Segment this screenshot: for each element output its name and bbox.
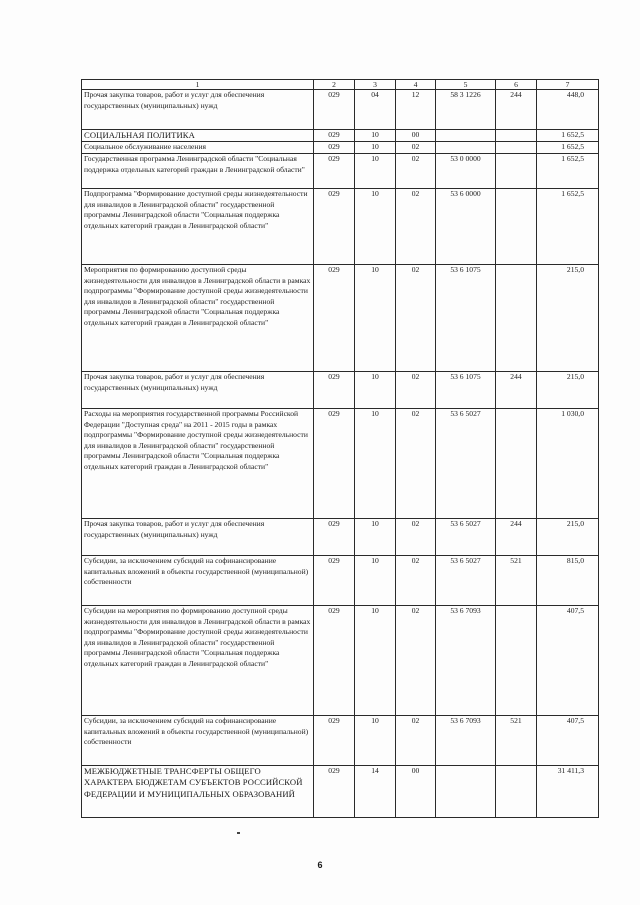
column-number: 6 xyxy=(496,80,537,90)
row-section: 10 xyxy=(355,154,396,189)
column-number: 5 xyxy=(436,80,496,90)
row-subsection: 00 xyxy=(396,130,436,142)
row-code: 029 xyxy=(314,265,355,372)
column-number: 4 xyxy=(396,80,436,90)
row-description: Прочая закупка товаров, работ и услуг для обеспечения государственных (муниципальных) нужд xyxy=(82,519,314,556)
row-description: Государственная программа Ленинградской области "Социальная поддержка отдельных категорий граждан в Ленинградской области" xyxy=(82,154,314,189)
row-target-article: 53 6 0000 xyxy=(436,189,496,265)
row-code: 029 xyxy=(314,189,355,265)
row-expense-type xyxy=(496,766,537,818)
row-expense-type xyxy=(496,265,537,372)
row-subsection: 02 xyxy=(396,716,436,766)
row-code: 029 xyxy=(314,90,355,130)
row-code: 029 xyxy=(314,766,355,818)
row-expense-type: 244 xyxy=(496,90,537,130)
row-target-article: 53 6 5027 xyxy=(436,519,496,556)
row-subsection: 02 xyxy=(396,409,436,519)
row-target-article xyxy=(436,766,496,818)
row-description: Субсидии, за исключением субсидий на софинансирование капитальных вложений в объекты государственной (муниципальной) собственности xyxy=(82,716,314,766)
row-amount: 31 411,3 xyxy=(537,766,599,818)
row-subsection: 02 xyxy=(396,519,436,556)
row-amount: 407,5 xyxy=(537,606,599,716)
row-section: 10 xyxy=(355,265,396,372)
row-amount: 215,0 xyxy=(537,372,599,409)
row-expense-type xyxy=(496,130,537,142)
row-amount: 1 652,5 xyxy=(537,189,599,265)
row-amount: 815,0 xyxy=(537,556,599,606)
row-subsection: 02 xyxy=(396,265,436,372)
row-section: 10 xyxy=(355,606,396,716)
row-subsection: 02 xyxy=(396,372,436,409)
row-expense-type xyxy=(496,409,537,519)
row-target-article: 53 6 1075 xyxy=(436,372,496,409)
row-target-article: 58 3 1226 xyxy=(436,90,496,130)
row-code: 029 xyxy=(314,556,355,606)
column-number-row xyxy=(82,80,599,90)
table-row xyxy=(82,130,599,142)
row-subsection: 02 xyxy=(396,606,436,716)
row-description: СОЦИАЛЬНАЯ ПОЛИТИКА xyxy=(82,130,314,142)
row-amount: 407,5 xyxy=(537,716,599,766)
row-expense-type: 244 xyxy=(496,372,537,409)
row-expense-type: 244 xyxy=(496,519,537,556)
row-description: Прочая закупка товаров, работ и услуг для обеспечения государственных (муниципальных) нужд xyxy=(82,372,314,409)
row-target-article: 53 0 0000 xyxy=(436,154,496,189)
row-subsection: 02 xyxy=(396,154,436,189)
row-section: 10 xyxy=(355,409,396,519)
row-target-article xyxy=(436,142,496,154)
table-row xyxy=(82,189,599,265)
row-target-article xyxy=(436,130,496,142)
table-row xyxy=(82,409,599,519)
page-number: 6 xyxy=(317,860,323,870)
row-target-article: 53 6 5027 xyxy=(436,556,496,606)
table-row xyxy=(82,90,599,130)
row-subsection: 02 xyxy=(396,142,436,154)
table-row xyxy=(82,265,599,372)
row-code: 029 xyxy=(314,716,355,766)
row-amount: 215,0 xyxy=(537,519,599,556)
column-number: 1 xyxy=(82,80,314,90)
row-amount: 1 652,5 xyxy=(537,130,599,142)
row-description: Субсидии, за исключением субсидий на софинансирование капитальных вложений в объекты государственной (муниципальной) собственности xyxy=(82,556,314,606)
row-description: Мероприятия по формированию доступной среды жизнедеятельности для инвалидов в Ленинградской области в рамках подпрограммы "Формирование доступной среды жизнедеятельности для инвалидов в Ленинградской области" государственной программы Ленинградской области "Социальная поддержка отдельных категорий граждан в Ленинградской области" xyxy=(82,265,314,372)
table-row xyxy=(82,716,599,766)
row-section: 14 xyxy=(355,766,396,818)
row-expense-type xyxy=(496,189,537,265)
row-subsection: 02 xyxy=(396,189,436,265)
row-target-article: 53 6 5027 xyxy=(436,409,496,519)
row-code: 029 xyxy=(314,606,355,716)
row-code: 029 xyxy=(314,372,355,409)
table-row xyxy=(82,154,599,189)
row-subsection: 12 xyxy=(396,90,436,130)
row-amount: 448,0 xyxy=(537,90,599,130)
row-expense-type xyxy=(496,142,537,154)
column-number: 7 xyxy=(537,80,599,90)
table-row xyxy=(82,766,599,818)
row-description: Подпрограмма "Формирование доступной среды жизнедеятельности для инвалидов в Ленинградской области" государственной программы Ленинградской области "Социальная поддержка отдельных категорий граждан в Ленинградской области" xyxy=(82,189,314,265)
row-amount: 1 030,0 xyxy=(537,409,599,519)
row-expense-type: 521 xyxy=(496,556,537,606)
row-section: 10 xyxy=(355,556,396,606)
row-subsection: 00 xyxy=(396,766,436,818)
row-target-article: 53 6 1075 xyxy=(436,265,496,372)
row-code: 029 xyxy=(314,154,355,189)
row-amount: 1 652,5 xyxy=(537,142,599,154)
row-description: Социальное обслуживание населения xyxy=(82,142,314,154)
budget-table xyxy=(81,79,599,818)
row-section: 04 xyxy=(355,90,396,130)
row-section: 10 xyxy=(355,372,396,409)
row-target-article: 53 6 7093 xyxy=(436,716,496,766)
column-number: 2 xyxy=(314,80,355,90)
row-amount: 1 652,5 xyxy=(537,154,599,189)
row-expense-type xyxy=(496,154,537,189)
row-section: 10 xyxy=(355,130,396,142)
table-row xyxy=(82,372,599,409)
table-row xyxy=(82,142,599,154)
column-number: 3 xyxy=(355,80,396,90)
row-code: 029 xyxy=(314,142,355,154)
row-amount: 215,0 xyxy=(537,265,599,372)
row-code: 029 xyxy=(314,409,355,519)
row-description: Прочая закупка товаров, работ и услуг для обеспечения государственных (муниципальных) нужд xyxy=(82,90,314,130)
row-target-article: 53 6 7093 xyxy=(436,606,496,716)
row-code: 029 xyxy=(314,519,355,556)
table-row xyxy=(82,519,599,556)
row-description: Субсидии на мероприятия по формированию доступной среды жизнедеятельности для инвалидов в Ленинградской области в рамках подпрограммы "Формирование доступной среды жизнедеятельности для инвалидов в Ленинградской области" государственной программы Ленинградской области "Социальная поддержка отдельных категорий граждан в Ленинградской области" xyxy=(82,606,314,716)
row-subsection: 02 xyxy=(396,556,436,606)
scan-artifact xyxy=(237,832,240,834)
table-row xyxy=(82,606,599,716)
table-row xyxy=(82,556,599,606)
row-code: 029 xyxy=(314,130,355,142)
row-description: Расходы на мероприятия государственной программы Российской Федерации "Доступная среда" на 2011 - 2015 годы в рамках подпрограммы "Формирование доступной среды жизнедеятельности для инвалидов в Ленинградской области" государственной программы Ленинградской области "Социальная поддержка отдельных категорий граждан в Ленинградской области" xyxy=(82,409,314,519)
row-expense-type: 521 xyxy=(496,716,537,766)
row-section: 10 xyxy=(355,189,396,265)
row-description: МЕЖБЮДЖЕТНЫЕ ТРАНСФЕРТЫ ОБЩЕГО ХАРАКТЕРА БЮДЖЕТАМ СУБЪЕКТОВ РОССИЙСКОЙ ФЕДЕРАЦИИ И МУНИЦИПАЛЬНЫХ ОБРАЗОВАНИЙ xyxy=(82,766,314,818)
row-section: 10 xyxy=(355,519,396,556)
row-expense-type xyxy=(496,606,537,716)
row-section: 10 xyxy=(355,716,396,766)
row-section: 10 xyxy=(355,142,396,154)
